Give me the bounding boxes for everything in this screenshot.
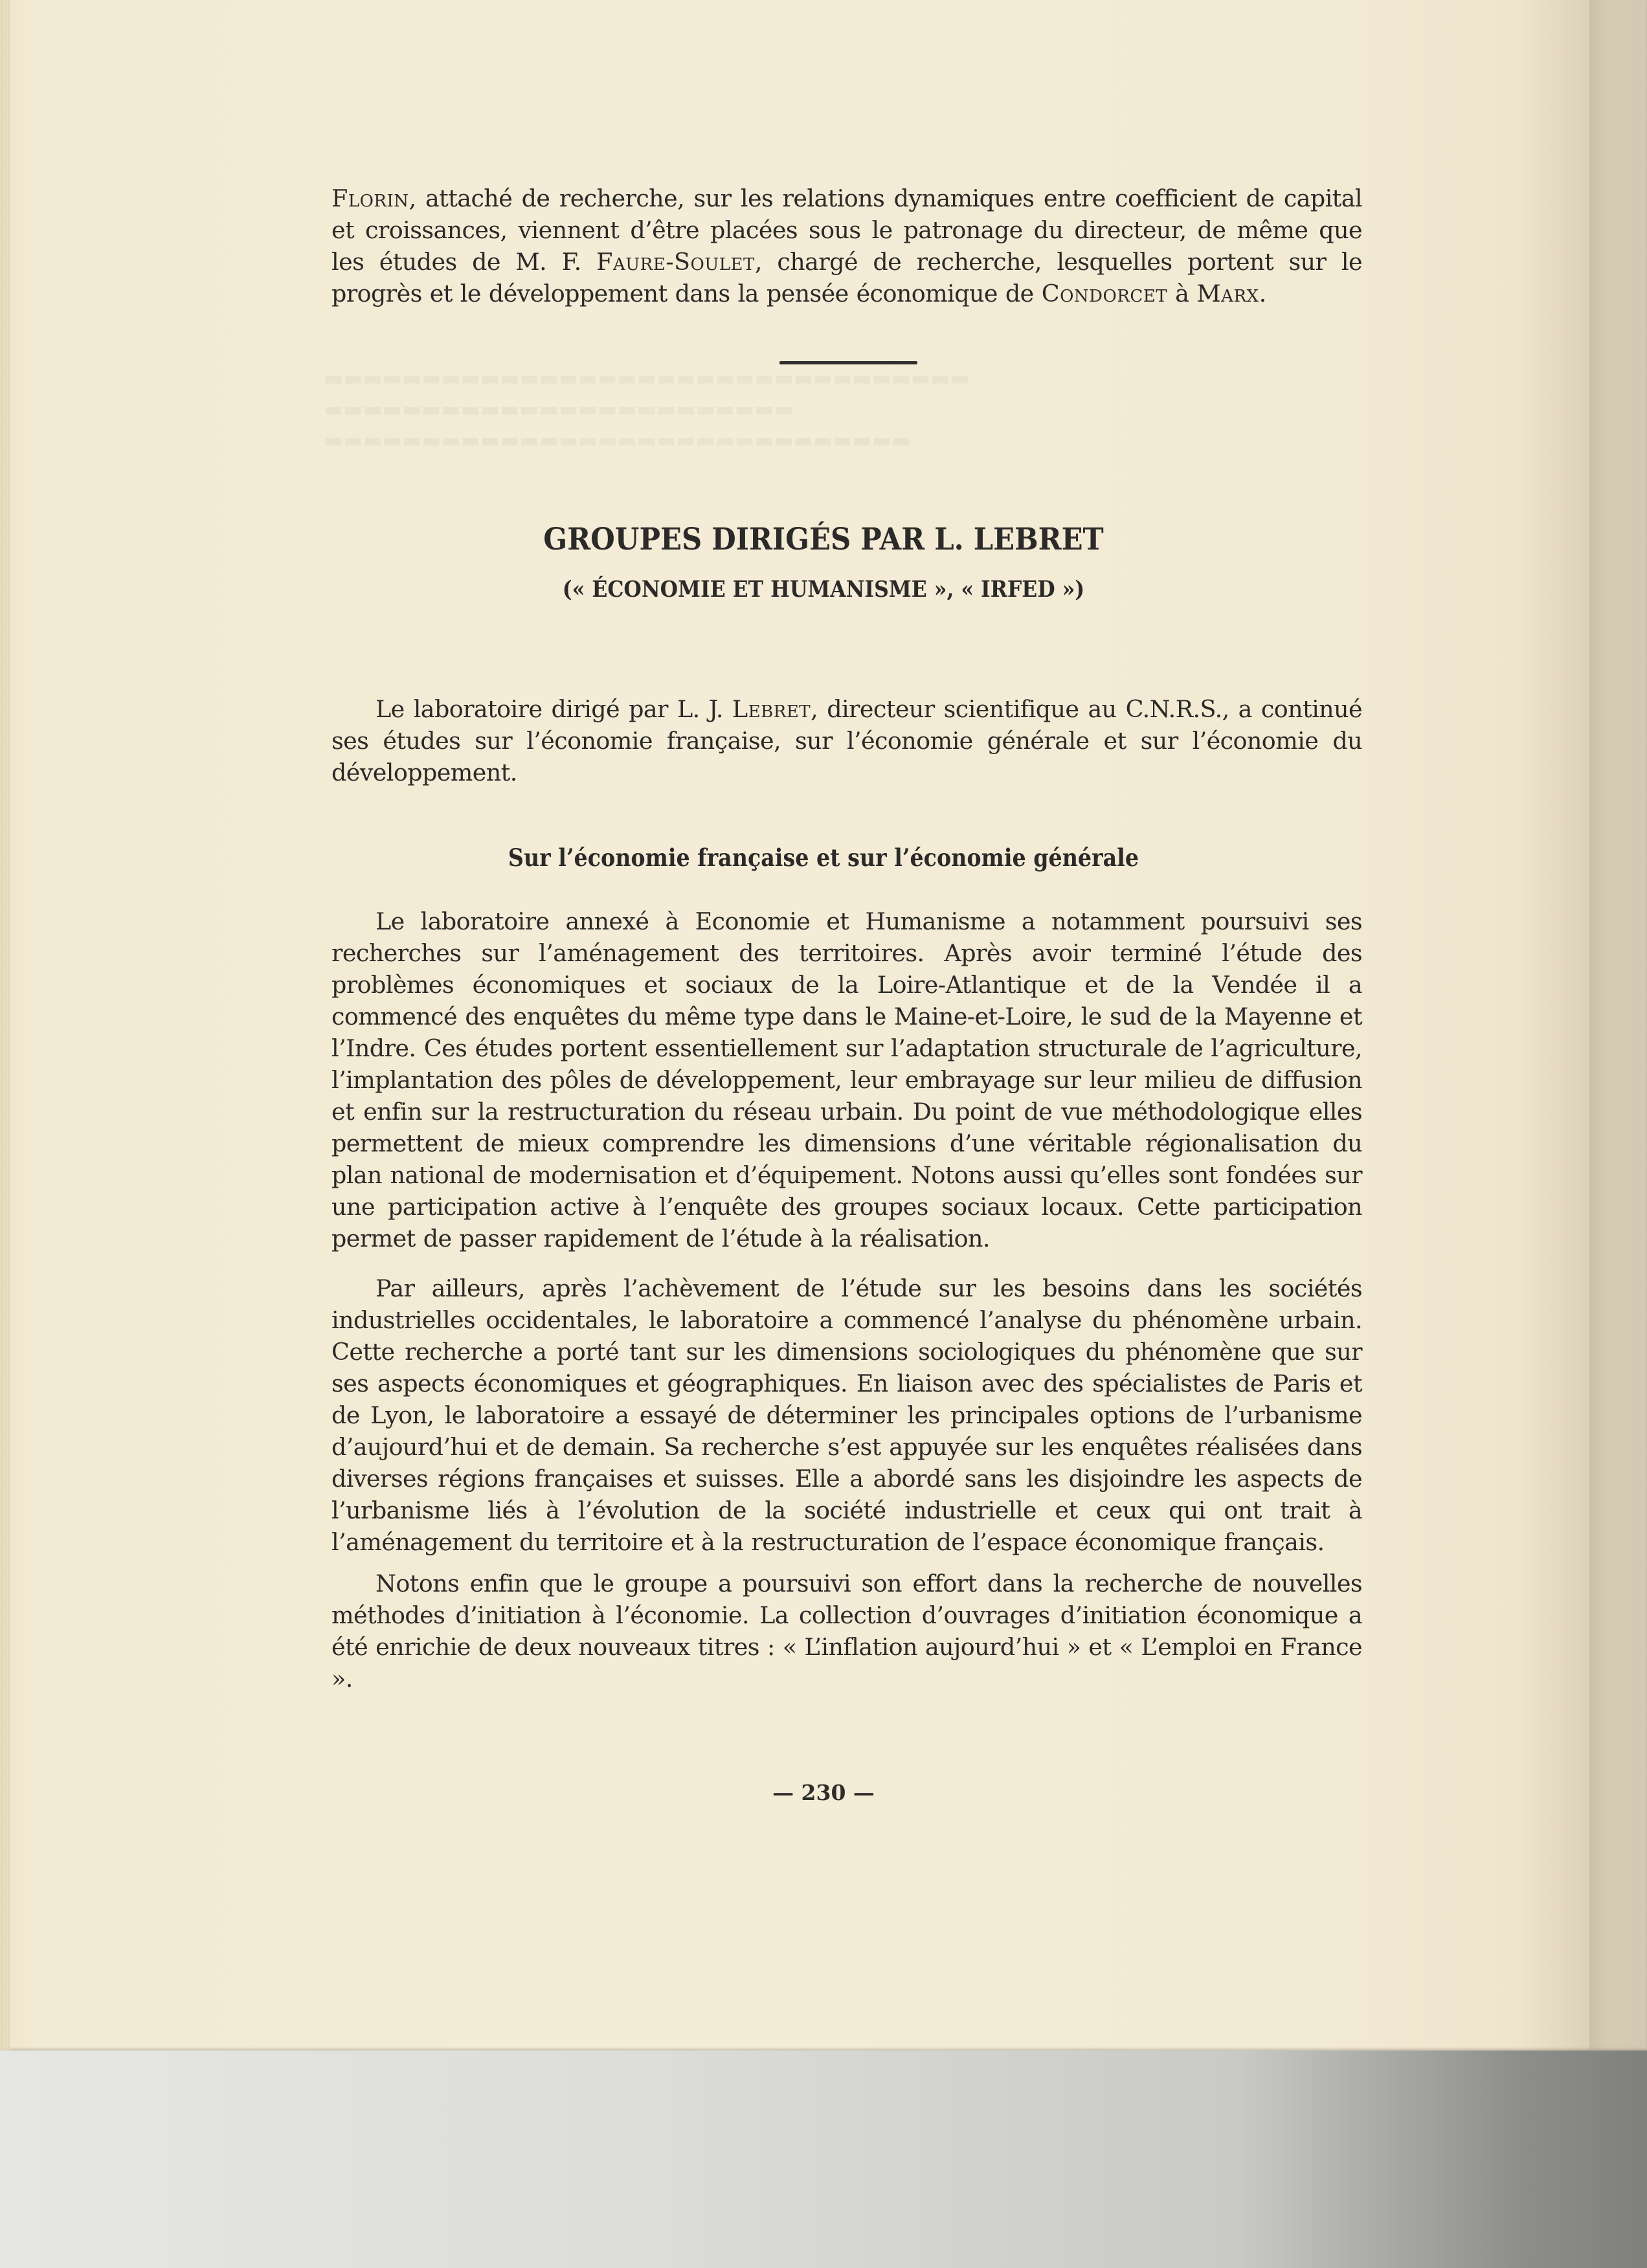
body-paragraph-3: [331, 1568, 1362, 1695]
page-fold-shadow: [1589, 0, 1647, 2051]
text-run: , directeur scientifique au C.N.R.S., a continué ses études sur l’économie française, sur l’économie générale et sur l’économie du développement.: [331, 695, 1362, 786]
section-subtitle: (« ÉCONOMIE ET HUMANISME », « IRFED »): [562, 576, 1085, 603]
intro-paragraph: [331, 183, 1362, 309]
scanner-background: [0, 2051, 1647, 2268]
body-paragraph-1: [331, 906, 1362, 1254]
text-run: .: [1259, 280, 1266, 307]
text-run: , attaché de recherche, sur les relations dynamiques entre coefficient de capital et croissances, viennent d’être placées sous le patronage du directeur, de même que les études de M. F.: [331, 184, 1362, 276]
page-stack-edge: [0, 0, 10, 2051]
paragraph-text: Le laboratoire annexé à Economie et Humanisme a notamment poursuivi ses recherches sur l’aménagement des territoires. Après avoir terminé l’étude des problèmes économiques et sociaux de la Loire-Atlantique et de la Vendée il a commencé des enquêtes du même type dans le Maine-et-Loire, le sud de la Mayenne et l’Indre. Ces études portent essentiellement sur l’adaptation structurale de l’agriculture, l’implantation des pôles de développement, leur embrayage sur leur milieu de diffusion et enfin sur la restructuration du réseau urbain. Du point de vue méthodologique elles permettent de mieux comprendre les dimensions d’une véritable régionalisation du plan national de modernisation et d’équipement. Notons aussi qu’elles sont fondées sur une participation active à l’enquête des groupes sociaux locaux. Cette participation permet de passer rapidement de l’étude à la réalisation.: [331, 907, 1362, 1252]
person-name: Marx: [1196, 280, 1259, 307]
text-run: Le laboratoire dirigé par L. J.: [375, 695, 732, 723]
person-name: Lebret: [732, 695, 811, 723]
paragraph-text: Par ailleurs, après l’achèvement de l’étude sur les besoins dans les sociétés industrielles occidentales, le laboratoire a commencé l’analyse du phénomène urbain. Cette recherche a porté tant sur les dimensions sociologiques du phénomène que sur ses aspects économiques et géographiques. En liaison avec des spécialistes de Paris et de Lyon, le laboratoire a essayé de déterminer les principales options de l’urbanisme d’aujourd’hui et de demain. Sa recherche s’est appuyée sur les enquêtes réalisées dans diverses régions françaises et suisses. Elle a abordé sans les disjoindre les aspects de l’urbanisme liés à l’évolution de la société industrielle et ceux qui ont trait à l’aménagement du territoire et à la restructuration de l’espace économique français.: [331, 1274, 1362, 1556]
person-name: Faure-Soulet: [596, 248, 755, 276]
section-title: GROUPES DIRIGÉS PAR L. LEBRET: [543, 522, 1104, 557]
page-number: — 230 —: [772, 1780, 875, 1805]
person-name: Florin: [331, 184, 409, 212]
subsection-title: Sur l’économie française et sur l’économie générale: [508, 843, 1139, 872]
body-paragraph-2: [331, 1273, 1362, 1558]
paragraph-text: Notons enfin que le groupe a poursuivi son effort dans la recherche de nouvelles méthodes d’initiation à l’économie. La collection d’ouvrages d’initiation économique a été enrichie de deux nouveaux titres : « L’inflation aujourd’hui » et « L’emploi en France ».: [331, 1570, 1362, 1693]
person-name: Condorcet: [1041, 280, 1168, 307]
text-run: à: [1167, 280, 1197, 307]
intro-text: [331, 183, 1362, 309]
lead-paragraph: [331, 693, 1362, 788]
lead-text: [331, 693, 1362, 788]
text-run: , chargé de recherche, lesquelles portent sur le progrès et le développement dans la pensée économique de: [331, 248, 1362, 307]
section-divider: [779, 361, 917, 364]
